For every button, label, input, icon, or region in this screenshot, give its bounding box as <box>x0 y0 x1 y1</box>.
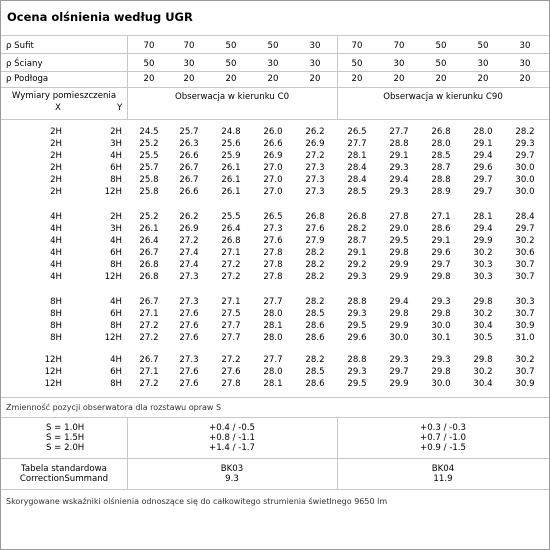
ugr-value: 28.8 <box>389 139 409 149</box>
ugr-value: 26.9 <box>179 224 199 234</box>
ugr-value: 27.2 <box>139 379 159 389</box>
ugr-value: 27.8 <box>221 379 241 389</box>
ugr-value: 27.2 <box>221 260 241 270</box>
ugr-value: 28.2 <box>305 355 325 365</box>
ugr-value: 29.8 <box>389 309 409 319</box>
room-dim-x: 4H <box>50 272 62 282</box>
variation-title: Zmienność pozycji obserwatora dla rozstawu opraw S <box>6 403 222 412</box>
reflectance-label: ρ Podłoga <box>6 74 49 84</box>
ugr-value: 29.1 <box>389 151 409 161</box>
divider-line <box>1 119 549 120</box>
ugr-value: 29.7 <box>389 367 409 377</box>
ugr-value: 29.1 <box>431 236 451 246</box>
standard-c0-value: 9.3 <box>225 474 239 484</box>
ugr-value: 30.7 <box>515 367 535 377</box>
ugr-value: 26.6 <box>179 187 199 197</box>
ugr-value: 27.6 <box>179 309 199 319</box>
reflectance-value: 50 <box>351 59 363 69</box>
ugr-value: 27.5 <box>221 309 241 319</box>
reflectance-value: 50 <box>477 41 489 51</box>
room-dim-x: 2H <box>50 151 62 161</box>
ugr-value: 28.6 <box>305 321 325 331</box>
dims-header-title: Wymiary pomieszczenia <box>11 91 117 101</box>
ugr-value: 27.1 <box>139 309 159 319</box>
ugr-value: 27.6 <box>179 379 199 389</box>
ugr-value: 29.7 <box>431 260 451 270</box>
room-dim-x: 8H <box>50 333 62 343</box>
reflectance-value: 50 <box>143 59 155 69</box>
ugr-value: 28.0 <box>473 127 493 137</box>
ugr-value: 25.2 <box>139 139 159 149</box>
ugr-value: 29.3 <box>431 297 451 307</box>
ugr-value: 28.6 <box>305 333 325 343</box>
ugr-value: 25.2 <box>139 212 159 222</box>
ugr-value: 28.4 <box>515 212 535 222</box>
room-dim-y: 8H <box>110 379 122 389</box>
ugr-value: 29.8 <box>431 367 451 377</box>
ugr-value: 30.5 <box>473 333 493 343</box>
ugr-value: 28.1 <box>263 379 283 389</box>
ugr-value: 29.9 <box>389 379 409 389</box>
ugr-value: 26.5 <box>263 212 283 222</box>
room-dim-y: 8H <box>110 175 122 185</box>
ugr-value: 26.7 <box>179 163 199 173</box>
ugr-value: 29.6 <box>431 248 451 258</box>
divider-line <box>1 397 549 398</box>
room-dim-y: 3H <box>110 139 122 149</box>
ugr-value: 27.0 <box>263 175 283 185</box>
ugr-value: 26.4 <box>139 236 159 246</box>
ugr-value: 26.1 <box>221 163 241 173</box>
ugr-value: 29.0 <box>389 224 409 234</box>
room-dim-x: 8H <box>50 297 62 307</box>
spacing-label: S = 1.0H <box>46 423 85 433</box>
reflectance-value: 30 <box>519 59 531 69</box>
ugr-value: 30.4 <box>473 321 493 331</box>
divider-line <box>1 53 549 54</box>
ugr-value: 28.2 <box>515 127 535 137</box>
ugr-value: 27.2 <box>305 151 325 161</box>
ugr-value: 29.9 <box>389 321 409 331</box>
ugr-value: 30.0 <box>515 163 535 173</box>
ugr-value: 26.8 <box>347 212 367 222</box>
ugr-value: 28.7 <box>431 163 451 173</box>
ugr-value: 29.9 <box>473 236 493 246</box>
ugr-value: 27.3 <box>305 187 325 197</box>
ugr-value: 28.5 <box>305 309 325 319</box>
ugr-value: 27.3 <box>179 355 199 365</box>
room-dim-y: 8H <box>110 260 122 270</box>
ugr-value: 28.0 <box>431 139 451 149</box>
ugr-value: 28.1 <box>473 212 493 222</box>
ugr-value: 29.4 <box>473 151 493 161</box>
divider-line <box>1 71 549 72</box>
ugr-value: 26.4 <box>221 224 241 234</box>
ugr-value: 26.3 <box>179 139 199 149</box>
ugr-value: 29.3 <box>347 367 367 377</box>
room-dim-x: 4H <box>50 236 62 246</box>
ugr-value: 30.9 <box>515 321 535 331</box>
ugr-value: 26.8 <box>139 272 159 282</box>
room-dim-x: 2H <box>50 175 62 185</box>
ugr-value: 27.2 <box>139 333 159 343</box>
ugr-value: 30.2 <box>473 367 493 377</box>
room-dim-x: 12H <box>44 367 62 377</box>
ugr-value: 27.3 <box>179 297 199 307</box>
dims-header-x: X <box>55 103 61 113</box>
ugr-value: 30.0 <box>431 379 451 389</box>
correction-summand-label: CorrectionSummand <box>19 474 109 484</box>
ugr-value: 31.0 <box>515 333 535 343</box>
spacing-label: S = 1.5H <box>46 433 85 443</box>
variation-c90: +0.7 / -1.0 <box>420 433 466 443</box>
column-divider <box>127 35 128 119</box>
ugr-value: 29.9 <box>389 260 409 270</box>
ugr-value: 30.9 <box>515 379 535 389</box>
ugr-value: 25.7 <box>179 127 199 137</box>
ugr-value: 25.6 <box>221 139 241 149</box>
ugr-value: 26.7 <box>139 297 159 307</box>
ugr-value: 28.2 <box>305 272 325 282</box>
standard-c90-value: 11.9 <box>433 474 453 484</box>
ugr-value: 30.0 <box>515 187 535 197</box>
reflectance-value: 20 <box>267 74 279 84</box>
ugr-value: 27.6 <box>305 224 325 234</box>
ugr-value: 28.0 <box>263 367 283 377</box>
ugr-value: 27.7 <box>263 297 283 307</box>
observation-c0-header: Obserwacja w kierunku C0 <box>174 92 290 102</box>
variation-c90: +0.3 / -0.3 <box>420 423 466 433</box>
ugr-value: 28.4 <box>347 163 367 173</box>
ugr-value: 27.2 <box>179 236 199 246</box>
ugr-value: 27.3 <box>179 272 199 282</box>
room-dim-x: 4H <box>50 224 62 234</box>
reflectance-value: 70 <box>393 41 405 51</box>
ugr-value: 29.8 <box>389 248 409 258</box>
ugr-value: 29.7 <box>515 151 535 161</box>
reflectance-label: ρ Ściany <box>6 59 43 69</box>
variation-c0: +0.8 / -1.1 <box>209 433 255 443</box>
room-dim-y: 4H <box>110 355 122 365</box>
ugr-value: 28.0 <box>263 309 283 319</box>
ugr-value: 29.3 <box>389 355 409 365</box>
ugr-value: 30.7 <box>515 309 535 319</box>
room-dim-x: 4H <box>50 260 62 270</box>
ugr-value: 27.7 <box>221 333 241 343</box>
ugr-value: 29.8 <box>473 297 493 307</box>
reflectance-value: 20 <box>477 74 489 84</box>
room-dim-x: 2H <box>50 127 62 137</box>
ugr-value: 28.1 <box>347 151 367 161</box>
ugr-value: 26.7 <box>179 175 199 185</box>
ugr-value: 29.3 <box>347 272 367 282</box>
room-dim-y: 6H <box>110 309 122 319</box>
ugr-value: 29.3 <box>389 163 409 173</box>
ugr-value: 29.8 <box>431 272 451 282</box>
reflectance-value: 20 <box>143 74 155 84</box>
ugr-value: 29.4 <box>473 224 493 234</box>
variation-c0: +0.4 / -0.5 <box>209 423 255 433</box>
room-dim-x: 2H <box>50 187 62 197</box>
reflectance-value: 20 <box>435 74 447 84</box>
observation-c90-header: Obserwacja w kierunku C90 <box>383 92 503 102</box>
ugr-value: 26.8 <box>139 260 159 270</box>
standard-c0-code: BK03 <box>220 464 244 474</box>
ugr-value: 28.2 <box>347 224 367 234</box>
variation-c0: +1.4 / -1.7 <box>209 443 255 453</box>
ugr-value: 26.8 <box>305 212 325 222</box>
ugr-value: 30.7 <box>515 272 535 282</box>
standard-c90-code: BK04 <box>431 464 455 474</box>
ugr-value: 27.7 <box>389 127 409 137</box>
room-dim-x: 12H <box>44 355 62 365</box>
ugr-value: 26.1 <box>221 187 241 197</box>
ugr-value: 26.9 <box>263 151 283 161</box>
ugr-value: 29.4 <box>389 175 409 185</box>
ugr-value: 27.6 <box>221 367 241 377</box>
room-dim-y: 2H <box>110 212 122 222</box>
ugr-value: 29.3 <box>515 139 535 149</box>
ugr-value: 25.8 <box>139 187 159 197</box>
divider-line <box>1 35 549 36</box>
ugr-value: 29.9 <box>389 272 409 282</box>
ugr-value: 27.2 <box>139 321 159 331</box>
ugr-value: 30.1 <box>431 333 451 343</box>
ugr-value: 27.6 <box>179 367 199 377</box>
ugr-value: 28.2 <box>305 260 325 270</box>
room-dim-y: 6H <box>110 163 122 173</box>
ugr-value: 28.5 <box>347 187 367 197</box>
reflectance-value: 30 <box>477 59 489 69</box>
dims-header-y: Y <box>117 103 123 113</box>
reflectance-value: 20 <box>183 74 195 84</box>
ugr-value: 28.2 <box>305 297 325 307</box>
room-dim-y: 6H <box>110 248 122 258</box>
reflectance-value: 50 <box>435 41 447 51</box>
ugr-value: 28.5 <box>431 151 451 161</box>
room-dim-y: 4H <box>110 151 122 161</box>
ugr-value: 26.7 <box>139 355 159 365</box>
room-dim-y: 6H <box>110 367 122 377</box>
ugr-value: 26.2 <box>179 212 199 222</box>
ugr-value: 29.4 <box>389 297 409 307</box>
ugr-value: 28.0 <box>263 333 283 343</box>
ugr-value: 28.8 <box>347 355 367 365</box>
divider-line <box>1 458 549 459</box>
ugr-value: 26.2 <box>305 127 325 137</box>
ugr-value: 27.1 <box>221 248 241 258</box>
ugr-value: 27.0 <box>263 163 283 173</box>
ugr-value: 29.2 <box>347 260 367 270</box>
ugr-value: 29.8 <box>431 309 451 319</box>
reflectance-value: 30 <box>267 59 279 69</box>
ugr-value: 27.4 <box>179 260 199 270</box>
room-dim-x: 8H <box>50 321 62 331</box>
ugr-value: 27.8 <box>263 248 283 258</box>
ugr-value: 28.6 <box>305 379 325 389</box>
reflectance-value: 30 <box>309 59 321 69</box>
ugr-value: 24.5 <box>139 127 159 137</box>
ugr-value: 27.3 <box>305 163 325 173</box>
ugr-value: 26.8 <box>221 236 241 246</box>
ugr-value: 26.1 <box>139 224 159 234</box>
ugr-value: 27.8 <box>389 212 409 222</box>
reflectance-value: 20 <box>393 74 405 84</box>
ugr-value: 29.5 <box>389 236 409 246</box>
ugr-value: 29.1 <box>347 248 367 258</box>
ugr-value: 30.4 <box>473 379 493 389</box>
reflectance-value: 30 <box>393 59 405 69</box>
ugr-value: 25.8 <box>139 175 159 185</box>
ugr-value: 28.2 <box>305 248 325 258</box>
ugr-value: 27.3 <box>305 175 325 185</box>
ugr-value: 26.1 <box>221 175 241 185</box>
ugr-value: 26.0 <box>263 127 283 137</box>
room-dim-y: 3H <box>110 224 122 234</box>
room-dim-x: 4H <box>50 248 62 258</box>
reflectance-value: 70 <box>351 41 363 51</box>
ugr-value: 27.1 <box>139 367 159 377</box>
ugr-value: 27.8 <box>263 260 283 270</box>
ugr-value: 29.3 <box>431 355 451 365</box>
room-dim-y: 8H <box>110 321 122 331</box>
room-dim-x: 12H <box>44 379 62 389</box>
divider-line <box>1 87 549 88</box>
ugr-value: 27.8 <box>263 272 283 282</box>
ugr-value: 27.2 <box>221 272 241 282</box>
ugr-value: 30.3 <box>473 260 493 270</box>
reflectance-value: 50 <box>225 41 237 51</box>
ugr-value: 28.1 <box>263 321 283 331</box>
ugr-value: 28.8 <box>431 175 451 185</box>
ugr-value: 30.2 <box>515 236 535 246</box>
ugr-value: 26.9 <box>305 139 325 149</box>
ugr-value: 27.4 <box>179 248 199 258</box>
ugr-value: 28.8 <box>347 297 367 307</box>
ugr-value: 27.9 <box>305 236 325 246</box>
ugr-value: 29.7 <box>473 187 493 197</box>
footer-note: Skorygowane wskaźniki olśnienia odnoszące się do całkowitego strumienia świetlnego 9650 lm <box>6 497 388 506</box>
ugr-value: 24.8 <box>221 127 241 137</box>
reflectance-value: 70 <box>183 41 195 51</box>
reflectance-value: 20 <box>351 74 363 84</box>
room-dim-x: 4H <box>50 212 62 222</box>
ugr-value: 30.0 <box>389 333 409 343</box>
room-dim-y: 2H <box>110 127 122 137</box>
reflectance-value: 20 <box>225 74 237 84</box>
room-dim-y: 4H <box>110 297 122 307</box>
ugr-value: 30.3 <box>515 297 535 307</box>
spacing-label: S = 2.0H <box>46 443 85 453</box>
ugr-value: 25.7 <box>139 163 159 173</box>
reflectance-value: 70 <box>143 41 155 51</box>
room-dim-x: 8H <box>50 309 62 319</box>
room-dim-y: 12H <box>104 187 122 197</box>
ugr-value: 30.3 <box>473 272 493 282</box>
ugr-value: 26.8 <box>431 127 451 137</box>
ugr-value: 30.2 <box>473 248 493 258</box>
ugr-value: 29.6 <box>473 163 493 173</box>
ugr-value: 30.0 <box>431 321 451 331</box>
ugr-value: 27.7 <box>347 139 367 149</box>
ugr-value: 25.5 <box>221 212 241 222</box>
ugr-value: 27.6 <box>263 236 283 246</box>
ugr-value: 27.6 <box>179 333 199 343</box>
ugr-value: 29.5 <box>347 379 367 389</box>
reflectance-value: 50 <box>225 59 237 69</box>
room-dim-y: 12H <box>104 333 122 343</box>
room-dim-y: 4H <box>110 236 122 246</box>
ugr-value: 25.5 <box>139 151 159 161</box>
ugr-value: 27.3 <box>263 224 283 234</box>
ugr-value: 27.1 <box>431 212 451 222</box>
ugr-value: 30.0 <box>515 175 535 185</box>
reflectance-label: ρ Sufit <box>6 41 34 51</box>
ugr-value: 28.5 <box>305 367 325 377</box>
ugr-value: 25.9 <box>221 151 241 161</box>
ugr-value: 26.5 <box>347 127 367 137</box>
ugr-value: 30.7 <box>515 260 535 270</box>
room-dim-x: 2H <box>50 163 62 173</box>
ugr-value: 27.2 <box>221 355 241 365</box>
room-dim-y: 12H <box>104 272 122 282</box>
ugr-value: 28.7 <box>347 236 367 246</box>
room-dim-x: 2H <box>50 139 62 149</box>
reflectance-value: 50 <box>267 41 279 51</box>
ugr-value: 26.7 <box>139 248 159 258</box>
reflectance-value: 50 <box>435 59 447 69</box>
ugr-value: 28.6 <box>431 224 451 234</box>
ugr-value: 29.8 <box>473 355 493 365</box>
ugr-value: 28.9 <box>431 187 451 197</box>
ugr-value: 28.4 <box>347 175 367 185</box>
ugr-value: 27.0 <box>263 187 283 197</box>
ugr-value: 30.2 <box>473 309 493 319</box>
ugr-value: 29.3 <box>347 309 367 319</box>
ugr-value: 27.7 <box>221 321 241 331</box>
ugr-value: 30.6 <box>515 248 535 258</box>
ugr-value: 29.7 <box>515 224 535 234</box>
ugr-value: 30.2 <box>515 355 535 365</box>
ugr-value: 27.1 <box>221 297 241 307</box>
ugr-value: 29.5 <box>347 321 367 331</box>
ugr-value: 26.6 <box>263 139 283 149</box>
ugr-value: 29.3 <box>389 187 409 197</box>
ugr-value: 27.7 <box>263 355 283 365</box>
variation-c90: +0.9 / -1.5 <box>420 443 466 453</box>
ugr-value: 29.1 <box>473 139 493 149</box>
reflectance-value: 20 <box>519 74 531 84</box>
divider-line <box>1 489 549 490</box>
ugr-value: 29.6 <box>347 333 367 343</box>
standard-table-label: Tabela standardowa <box>21 464 107 474</box>
reflectance-value: 30 <box>183 59 195 69</box>
ugr-value: 29.7 <box>473 175 493 185</box>
reflectance-value: 30 <box>309 41 321 51</box>
reflectance-value: 30 <box>519 41 531 51</box>
table-title: Ocena olśnienia według UGR <box>7 10 193 24</box>
divider-line <box>1 417 549 418</box>
ugr-value: 26.6 <box>179 151 199 161</box>
reflectance-value: 20 <box>309 74 321 84</box>
ugr-value: 27.6 <box>179 321 199 331</box>
